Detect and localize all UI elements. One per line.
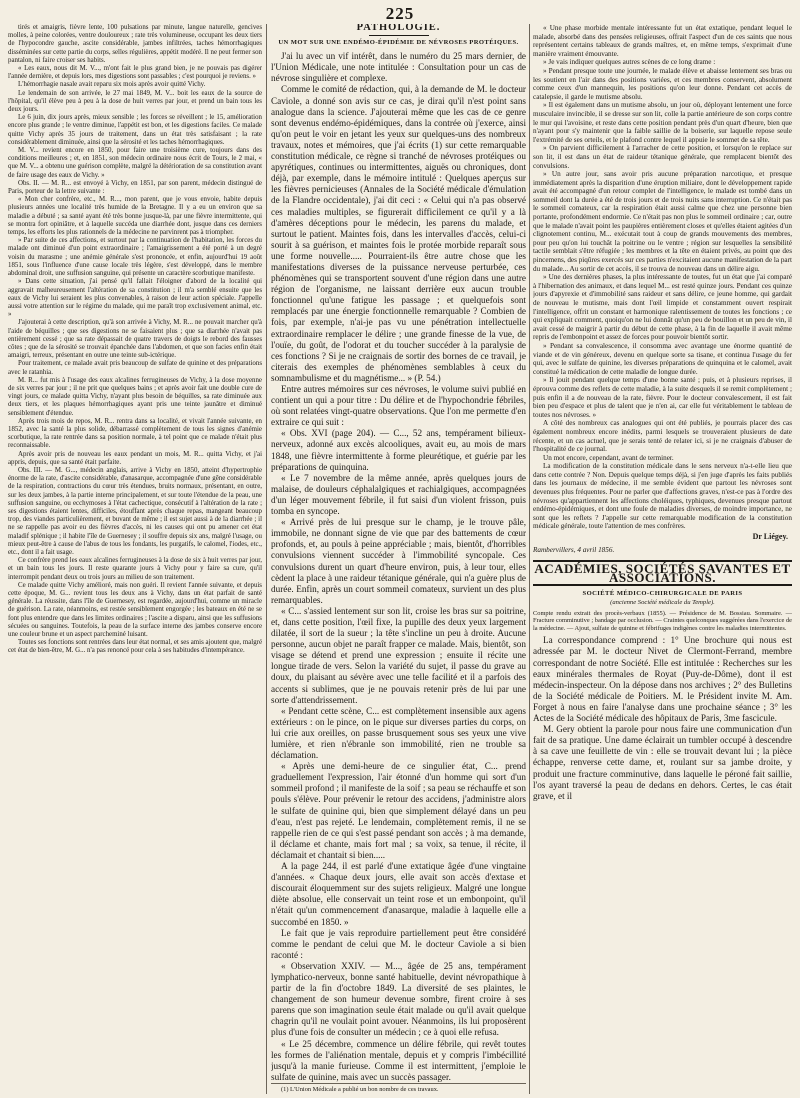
paragraph: M. R... fut mis à l'usage des eaux alcalines ferrugineuses de Vichy, à la dose moyenne de six verres par jour ; il ne prit que quelques bains ; et après avoir fait une double cure de vingt jours, ce malade quitta Vichy, n'ayant plus besoin de béquilles, sa rate diminuée aux deux tiers, et les plaques hémorrhagiques ayant pris une teinte jaunâtre et diminué sensiblement d'étendue. (8, 376, 262, 417)
paragraph: « Le 7 novembre de la même année, après quelques jours de malaise, de douleurs céphalalgiques et rachialgiques, accompagnées d'un léger mouvement fébrile, il fut saisi d'un violent frisson, puis tomba en syncope. (271, 472, 526, 517)
paragraph: Après avoir pris de nouveau les eaux pendant un mois, M. R... quitta Vichy, et j'ai appris, depuis, que sa santé était parfaite. (8, 450, 262, 466)
paragraph: Le 6 juin, dix jours après, mieux sensible ; les forces se réveillent ; le 15, amélioration encore plus grande ; le ventre diminue, l'appétit est bon, et les digestions faciles. Ce malade quitte Vichy après 35 jours de traitement, dans un état très satisfaisant ; la rate considérablement diminuée, ainsi que la sérosité et les taches hémorrhagiques. (8, 114, 262, 146)
middle-column (271, 24, 526, 1094)
paragraph: Obs. II. — M. R... est envoyé à Vichy, en 1851, par son parent, médecin distingué de Paris, porteur de la lettre suivante : (8, 179, 262, 196)
paragraph: « Le 25 décembre, commence un délire fébrile, qui revêt toutes les formes de l'aliénation mentale, depuis et y compris l'imbécillité jusqu'à la manie furieuse. Comme il est intermittent, j'emploie le sulfate de quinine, mais avec un succès passager. (271, 1038, 526, 1082)
paragraph: Après trois mois de repos, M. R... rentra dans sa localité, et vivait l'année suivante, en 1852, avec la santé la plus solide, débarrassé complètement de tous les signes d'anémie scorbutique, la rate rentrée dans sa position normale, à tel point que ce malade n'était plus reconnaissable. (8, 417, 262, 450)
paragraph: Comme le comité de rédaction, qui, à la demande de M. le docteur Caviole, a donné son avis sur ce cas, je dirai qu'il n'est point sans analogue dans la science. J'ajouterai même que les cas de ce genre sont devenus endémo-épidémiques, dans la contrée où j'exerce, ainsi qu'on peut le voir en jetant les yeux sur quelques-uns des nombreux travaux, notes et mémoires, que j'ai écrits (1) sur cette remarquable constitution médicale, ce règne si tranché de névroses protéiques ou apyrétiques, continues ou intermittentes, aiguës ou chroniques, dont déjà, par exemple, dans le mémoire intitulé : Quelques aperçus sur les fièvres pernicieuses (Annales de la Société médicale d'émulation de la Flandre occidentale), j'ai dit ceci : « Celui qui n'a pas observé ces maladies multiples, se figurerait difficilement ce qu'il y a là d'amères déceptions pour le médecin, les parens du malade, et surtout le patient. Maintes fois, dans les intervalles d'accès, celui-ci sourit à sa guérison, et maintes fois le protée morbide reparaît sous une forme nouvelle..... Pourraient-ils être autre chose que les manifestations diverses de la puissance nerveuse perturbée, ces phénomènes qui se transportent souvent d'une région dans une autre région de l'organisme, ne laissant derrière eux aucun trouble fonctionnel qu'une fatigue les passage ; et quelquefois sont remplacés par une énergie fonctionnelle remarquable ? Combien de fois, par exemple, n'ai-je pas vu une pénétration intellectuelle extraordinaire remplacer le délire ; une grande finesse de la vue, de l'ouïe, du goût, de l'odorat et du toucher succéder à la paralysie de ces fonctions ? Si je ne craignais de sortir des bornes de ce travail, je citerais des exemples de phénomènes semblables à ceux du somnambulisme et du magnétisme... » (P. 54.) (271, 84, 526, 383)
paragraph: » Il jouit pendant quelque temps d'une bonne santé ; puis, et à plusieurs reprises, il éprouva comme des reflets de cette maladie, à la suite desquels il se remit complètement ; puis enfin il a de nouveau de la rate, fièvre. Pour le docteur convalescement, il est fait bien peu d'espace et plus de talent que je n'en ai, car elle fut véritablement le tableau de toutes nos névroses. » (533, 376, 792, 419)
paragraph: » Je vais indiquer quelques autres scènes de ce long drame : (543, 58, 716, 67)
paragraph: « Les eaux, nous dit M. V..., m'ont fait le plus grand bien, je ne pouvais pas digérer l'année dernière, et depuis lors, mes digestions sont passables ; c'est pourquoi je reviens. » (8, 65, 262, 81)
paragraph: « Pendant cette scène, C... est complètement insensible aux agens extérieurs : on le pince, on le pique sur diverses parties du corps, on lui crie aux oreilles, on passe brusquement sous ses yeux une vive lumière, et rien n'ébranle son immobilité, rien ne trouble sa déclamation. (271, 705, 526, 761)
paragraph: Le lendemain de son arrivée, le 27 mai 1849, M. V... boit les eaux de la source de l'hôpital, qu'il élève peu à peu à la dose de huit verres par jour, et prend un bain tous les deux jours. (8, 89, 262, 114)
footnote: (1) L'Union Médicale a publié un bon nombre de ces travaux. (271, 1083, 526, 1094)
paragraph: » Dans cette situation, j'ai pensé qu'il fallait l'éloigner d'abord de la localité qui aggravait malheureusement l'altération de sa constitution ; il m'a semblé ensuite que les eaux de Vichy lui seraient les plus convenables, à raison de leur action spéciale. J'appelle aussi votre attention sur le régime du malade, qui me paraît trop exclusivement animal, etc. » (8, 278, 262, 319)
column-divider (266, 24, 267, 1094)
society-summary: Compte rendu extrait des procès-verbaux (1855). — Présidence de M. Bossiau. Sommaire. — Fracture comminutive ; bandage par occlusion. — Craintes quelconques suggérées dans l'exercice de la médecine. — Ajout, sulfate de quinine et fébrifuges indigènes contre les maladies intermittentes. (533, 609, 792, 632)
paragraph: » Il est également dans un mutisme absolu, un jour où, déployant lentement une force musculaire invincible, il se dresse sur son lit, colle la partie antérieure de son corps contre le mur qui l'avoisine, et reste dans cette position pendant près d'un quart d'heure, bien que n'ayant pour s'y maintenir que la faible saillie de la boiserie, sur laquelle repose seule l'extrémité de ses orteils, et le plafond contre lequel il appuie le sommet de sa tête. (533, 101, 792, 144)
society-subtitle: (ancienne Société médicale du Temple). (610, 599, 715, 606)
paragraph: J'ajouterai à cette description, qu'à son arrivée à Vichy, M. R... ne pouvait marcher qu'à l'aide de béquilles ; que ses digestions ne se faisaient plus ; que sa diarrhée n'avait pas entièrement cessé ; que sa rate dépassait de quatre travers de doigts le rebord des fausses côtes ; que de la sérosité se trouvait épanchée dans l'abdomen, et que son facies enfin était amaigri, terreux, présentant en outre une teinte sub-ictérique. (8, 319, 262, 360)
paragraph: L'hémorrhagie nasale avait reparu six mois après avoir quitté Vichy. (18, 81, 206, 89)
paragraph: La correspondance comprend : 1° Une brochure qui nous est adressée par M. le docteur Nivet de Clermont-Ferrand, membre correspondant de notre Société. Elle est intitulée : Recherches sur les eaux minérales thermales de Royat (Puy-de-Dôme), dont il est médecin-inspecteur. On la dépose dans nos archives ; 2° des Bulletins de la Société médicale de Poitiers. M. le Président invite M. Am. Forget à nous en faire l'analyse dans une prochaine séance ; 3° les Actes de la Société médicale des hôpitaux de Paris, 3me fascicule. (533, 635, 792, 724)
paragraph: « Mon cher confrère, etc., M. R..., mon parent, que je vous envoie, habite depuis plusieurs années une localité très humide de la Bretagne. Il y a eu un environ que sa maladie a débuté ; sa santé ayant été très bonne jusque-là, par une fièvre intermittente, qui se montra fort opiniâtre, et à laquelle succéda une diarrhée dont, jusque dans ces derniers temps, les efforts les plus rationnels de la médecine ne parvinrent pas à triompher. (8, 196, 262, 237)
paragraph: « Arrivé près de lui presque sur le champ, je le trouve pâle, immobile, ne donnant signe de vie que par des battements de cœur profonds, et, au pouls à peine appréciable ; mais, bientôt, d'horribles convulsions viennent succéder à l'immobilité syncopale. Ces convulsions durent un quart d'heure environ, puis, à leur tour, elles cèdent la place à une raideur tétanique générale, qui n'a guère plus de durée. Enfin, après un court sommeil comateux, survient un des plus remarquables. (271, 517, 526, 605)
paragraph: A la page 244, il est parlé d'une extatique âgée d'une vingtaine d'années. « Chaque deux jours, elle avait son accès d'extase et discourait éloquemment sur des sujets religieux. Malgré une longue diète absolue, elle conservait un teint rose et un embonpoint, qu'il n'était qu'un commencement d'anasarque, maladie à laquelle elle a succombé en 1850. » (271, 861, 526, 927)
paragraph: « Observation XXIV. — M..., âgée de 25 ans, tempérament lymphatico-nerveux, bonne santé habituelle, devint névropathique à partir de la fin d'octobre 1849. La diversité de ses plaintes, le changement de son humeur devenue sombre, firent croire à ses parens que son imagination seule était malade ou qu'il avait quelque chagrin qu'il ne voulait point avouer. Néanmoins, ils lui proposèrent plus d'une fois de consulter un médecin ; ce à quoi elle refusa. (271, 960, 526, 1038)
section-title: PATHOLOGIE. (271, 24, 526, 36)
paragraph: « C... s'assied lentement sur son lit, croise les bras sur sa poitrine, et, dans cette position, l'œil fixe, la pupille des deux yeux largement dilatée, il sort de la sueur ; la tête s'incline un peu à droite. Aucune personne, aucun objet ne paraît frapper ce malade. Mais, bientôt, son visage se détend et prend une expression ; ensuite il récite une longue tirade de vers. Selon la variété du sujet, il passe du grave au doux, du plaisant au sévère avec une telle facilité et il a parfois des accents si sublimes, que je ne pouvais retenir près de lui par une sorte d'attendrissement. (271, 605, 526, 705)
paragraph: » Pendant sa convalescence, il consomma avec avantage une énorme quantité de viande et de vin généreux, devenu en quelque sorte sa tisane, et continua l'usage du fer qui, avec le sulfate de quinine, les diverses préparations de quinquina et le calomel, avait constitué la médication de cette maladie de longue durée. (533, 341, 792, 376)
paragraph: J'ai lu avec un vif intérêt, dans le numéro du 25 mars dernier, de l'Union Médicale, une note intitulée : Consultation pour un cas de névrose singulière et complexe. (271, 51, 526, 84)
right-column (533, 24, 792, 1094)
paragraph: A côté des nombreux cas analogues qui ont été publiés, je pourrais placer des cas également nombreux encore inédits, parmi lesquels se trouveraient plusieurs de date récente, et un cas actuel, que je serais tenté de relater ici, si je ne craignais d'abuser de l'hospitalité de ce journal. (533, 419, 792, 454)
paragraph: Pour traitement, ce malade avait pris beaucoup de sulfate de quinine et des préparations avec le ratanhia. (8, 360, 262, 376)
article-body (271, 51, 526, 1083)
paragraph: tirés et amaigris, fièvre lente, 100 pulsations par minute, langue naturelle, gencives molles, à peine colorées, ventre douloureux ; rate très volumineuse, occupant les deux tiers de l'hypocondre gauche, ascite considérable, jambes infiltrées, taches hémorrhagiques disséminées sur cette partie du corps, selles régulières, appétit modéré. Il ne peut fermer son pantalon, ni faire croiser ses habits. (8, 24, 262, 64)
column-divider (529, 24, 530, 1094)
paragraph: Obs. III. — M. G..., médecin anglais, arrive à Vichy en 1850, atteint d'hypertrophie énorme de la rate, d'ascite considérable, d'anasarque, accompagnée d'une gêne considérable de la respiration, contractions du cœur très étendues, bruits normaux, présentant, en outre, sur les deux jambes, à la partie interne principalement, et sur toute l'étendue de la peau, une suffusion sanguine, ou ecchymoses à l'état cachectique, consécutif à l'altération de la rate ; ses digestions étaient lentes, difficiles, étouffant après chaque repas, mangeant beaucoup trop, des viandes particulièrement, et buvant de même ; il est sujet aussi à de la diarrhée ; il ne se rappelle pas avoir eu des fièvres d'accès, ni les causes qui ont pu amener cet état maladif splénique ; il habite l'île de Guernesey ; il souffre depuis six ans, malgré l'usage, ou mieux peut-être à cause de l'abus de tous les fondants, les purgatifs, le calomel, l'iodes, etc., etc., dont il a fait usage. (8, 466, 262, 556)
paragraph: » On parvient difficilement à l'arracher de cette position, et lorsqu'on le replace sur son lit, il est dans un état de raideur tétanique générale, que remplacent bientôt des convulsions. (533, 144, 792, 170)
paragraph: « Une phase morbide mentale intéressante fut un état extatique, pendant lequel le malade, absorbé dans des pensées religieuses, offrait l'aspect d'un de ces saints que nous représentent certains tableaux de grands maîtres, et, en même temps, s'exprimait d'une manière vraiment émouvante. (533, 24, 792, 58)
paragraph: Le fait que je vais reproduire partiellement peut être considéré comme le pendant de celui que M. le docteur Caviole a si bien raconté : (271, 927, 526, 960)
paragraph: « Obs. XVI (page 204). — C..., 52 ans, tempérament bilieux-nerveux, adonné aux excès alcooliques, avait eu, au mois de mars 1848, une fièvre intermittente à forme pleurétique, et guérie par les préparations de quinquina. (271, 428, 526, 472)
article-body (533, 24, 792, 531)
page-number: 225 (385, 4, 415, 23)
section-header-academies: ACADÉMIES, SOCIÉTÉS SAVANTES ET ASSOCIATIONS. (534, 561, 791, 585)
paragraph: M. Gery obtient la parole pour nous faire une communication d'un fait de sa pratique. Une dame éclairait un tumbler occupé à descendre à sa cave une feuillette de vin : elle se trouvait devant lui ; la pièce échappe, renverse cette dame, et, roulant sur sa jambe droite, y produit une fracture comminutive, dans laquelle le péroné fait saillie, l'os ayant traversé la peau de dedans en dehors. Certes, le cas était grave, et il (533, 724, 792, 801)
paragraph: » Un autre jour, sans avoir pris aucune préparation narcotique, et presque immédiatement après la disparition d'une éruption miliaire, dont le développement rapide avait été accompagné d'un retour complet de l'intelligence, le malade est tombé dans un sommeil dont la durée a été de trois jours et de trois nuits sans interruption. Ce n'était pas le sommeil comateux, car la respiration était aussi calme que chez une personne bien portante, profondément endormie. Ce n'était pas non plus le sommeil ordinaire ; car, outre que le malade n'avait point les paupières entièrement closes et qu'elles étaient agitées d'un clignotement continu, M... exécutait tout à coup de grands mouvements des membres, pour peu qu'on lui touchât la poitrine ou le ventre ; région sur lesquelles la sensibilité tactile semblait s'être réfugiée ; les membres et la tête en étaient privés, au point que des pincemens, des piqûres exercés sur ces parties n'excitaient aucune manifestation de la part du malade... Au sortir de cet accès, il se trouva de nouveau dans un délire aigu. (533, 170, 792, 273)
paragraph: Toutes ses fonctions sont rentrées dans leur état normal, et ses amis ajoutent que, malgré cet état de bien-être, M. G... n'a pas renoncé pour cela à ses habitudes d'intempérance. (8, 639, 262, 655)
author-signature: Dr Liégey. (752, 532, 788, 542)
paragraph: Ce malade quitte Vichy amélioré, mais non guéri. Il revient l'année suivante, et depuis cette époque, M. G... revient tous les deux ans à Vichy, dans un état parfait de santé générale. La réussite, dans l'île de Guernesey, est regardée, aujourd'hui, comme un miracle de guérison. La rate, néanmoins, est restée sensiblement engorgée ; les bateaux en été ne se font plus entendre que dans les limites ordinaires ; l'ascite a disparu, ainsi que les suffusions sécuées ou sanguines. Toutefois, la peau de la surface interne des jambes conserve encore une couleur brune et un aspect parcheminé luisant. (8, 581, 262, 639)
dateline: Rambervillers, 4 avril 1856. (533, 545, 615, 554)
paragraph: » Pendant presque toute une journée, le malade élève et abaisse lentement ses bras ou les soutient en l'air dans des positions variées, et ces membres conservent, absolument comme ceux d'un mannequin, les positions qu'on leur donne. Pendant cet accès de catalepsie, il garde le mutisme absolu. (533, 66, 792, 101)
paragraph: Ce confrère prend les eaux alcalines ferrugineuses à la dose de six à huit verres par jour, et un bain tous les jours. Il reste quarante jours à Vichy pour y faire sa cure, qu'il interrompit pendant deux ou trois jours au milieu de son traitement. (8, 557, 262, 581)
paragraph: » Par suite de ces affections, et surtout par la continuation de l'habitation, les forces du malade ont diminué d'un point extraordinaire ; l'amaigrissement a été porté à un degré voisin du marasme ; une anémie générale s'est prononcée, et enfin, aujourd'hui 19 août 1851, sous l'influence d'une cause locale très légère, s'est développé, dans le membre abdominal droit, une suffusion sanguine, qui présente un caractère scorbutique manifeste. (8, 237, 262, 278)
paragraph: M. V... revient encore en 1850, pour faire une troisième cure, toujours dans des conditions meilleures ; et, en 1851, son médecin ordinaire nous écrit de Tours, le 2 mai, « que M. V... a obtenu une guérison complète, malgré la détérioration de sa constitution avant de faire usage des eaux de Vichy. » (8, 147, 262, 179)
paragraph: « Après une demi-heure de ce singulier état, C... prend graduellement l'expression, l'air étonné d'un homme qui sort d'un sommeil profond ; il manifeste de la soif ; sa peau se réchauffe et son pouls s'élève. Pour prévenir le retour des accidens, j'administre alors le sulfate de quinine qui, bien que simplement délayé dans un peu d'eau, n'est pas rejeté. Le lendemain, complètement remis, il ne se rappelle rien de ce qui s'est passé pendant son accès ; à ma demande, il déclame et chante, mais fort mal ; sa voix, sa tenue, il récite, il déclamait et chantait si bien..... (271, 761, 526, 860)
paragraph: Entre autres mémoires sur ces névroses, le volume suivi publié en contient un qui a pour titre : Du délire et de l'hypochondrie fébriles, où sont relatées vingt-quatre observations. Que l'on me permette d'en extraire ce qui suit : (271, 384, 526, 428)
society-report (533, 635, 792, 801)
paragraph: La modification de la constitution médicale dans le sens nerveux n'a-t-elle lieu que dans cette contrée ? Non. Depuis quelque temps déjà, si j'en juge d'après les faits publiés dans les journaux de médecine, il me semble évident que partout les névroses sont devenues plus fréquentes. Pour ne parler que d'affections graves, n'est-ce pas à l'ordre des névroses qu'appartiennent les affections choléiques, typhiques, devenues presque partout endémo-épidémiques, et dont une foule de maladies diverses, de moindre importance, ne sont que les reflets ? J'appelle sur cette remarquable modification de la constitution médicale générale, toute l'attention de mes confrères. (533, 462, 792, 531)
society-name: SOCIÉTÉ MÉDICO-CHIRURGICALE DE PARIS (582, 590, 743, 598)
article-title: UN MOT SUR UNE ENDÉMO-ÉPIDÉMIE DE NÉVROSES PROTÉIQUES. (278, 38, 519, 46)
paragraph: Un mot encore, cependant, avant de terminer. (543, 453, 674, 462)
paragraph: » Une des dernières phases, la plus intéressante de toutes, fut un état que j'ai comparé à l'hibernation des animaux, et dans lequel M... est resté quinze jours. Pendant ces quinze jours d'apyrexie et d'immobilité sans raideur et sans délire, ce jeune homme, qui gardait de nouveau le mutisme, mais dont l'œil limpide et constamment ouvert respirait l'intelligence, offrit un constant et harmonique ralentissement de toutes les fonctions ; ce qui expliquait comment, quoiqu'on ne lui donnât qu'un peu de bouillon et un peu de vin, il avait cessé de maigrir à partir du début de cette phase, à la fin de laquelle il avait même repris de l'embonpoint et assez de forces pour pouvoir bientôt sortir. (533, 273, 792, 342)
left-column (8, 24, 262, 1094)
